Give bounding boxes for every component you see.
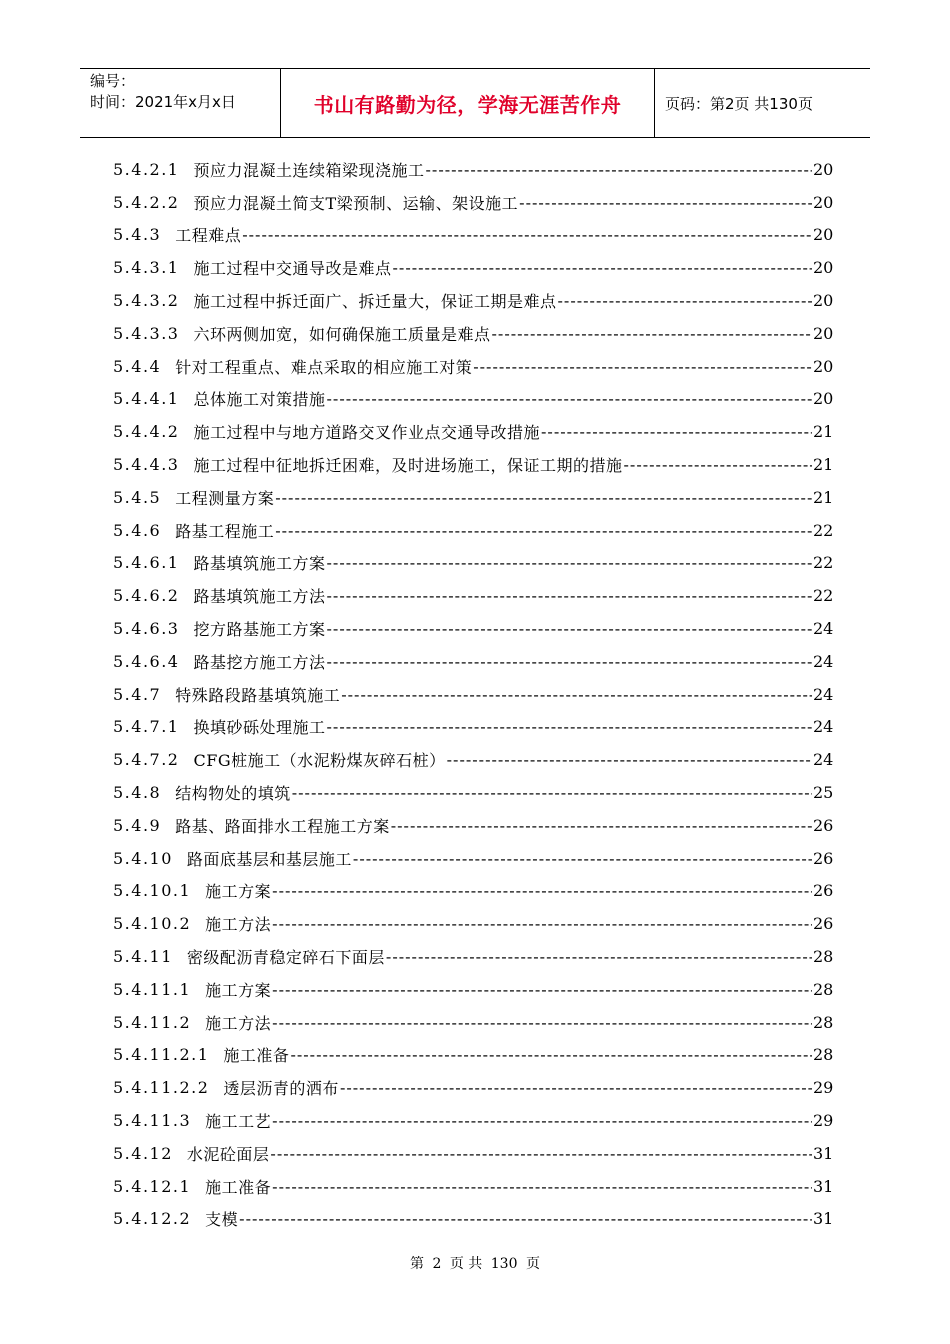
footer-current-page: 2 [432,1256,442,1272]
toc-entry-page: 20 [813,356,834,376]
page-footer [0,1253,950,1273]
toc-entry-title: 施工过程中交通导改是难点 [193,259,392,279]
toc-entry-title: 结构物处的填筑 [175,784,291,804]
toc-dot-leader [519,193,812,212]
toc-entry-number: 5.4.11.1 [113,979,192,999]
toc-entry-page: 26 [813,914,834,934]
page-header [80,68,870,138]
toc-entry-title: 支模 [205,1210,239,1230]
toc-dot-leader [272,980,812,999]
toc-entry[interactable] [113,776,833,809]
toc-dot-leader [473,357,812,376]
toc-entry-title: 密级配沥青稳定碎石下面层 [186,948,385,968]
toc-entry-page: 24 [813,619,834,639]
toc-entry-title: 施工方案 [205,980,272,1000]
toc-entry[interactable] [113,1203,833,1236]
toc-entry[interactable] [113,284,833,317]
toc-entry-number: 5.4.12.2 [113,1209,192,1229]
toc-entry[interactable] [113,711,833,744]
toc-entry[interactable] [113,842,833,875]
toc-entry[interactable] [113,645,833,678]
toc-dot-leader [492,324,813,343]
toc-entry[interactable] [113,1104,833,1137]
document-number-label: 编号： [90,72,136,90]
toc-entry-page: 28 [813,1012,834,1032]
toc-dot-leader [290,1045,812,1064]
toc-entry-number: 5.4.12.1 [113,1176,192,1196]
toc-entry-number: 5.4.7.2 [113,750,180,770]
toc-entry-number: 5.4.7 [113,684,162,704]
toc-entry[interactable] [113,579,833,612]
toc-dot-leader [239,1209,812,1228]
toc-entry[interactable] [113,547,833,580]
toc-entry-title: 预应力混凝土连续箱梁现浇施工 [193,160,425,180]
toc-entry-page: 29 [813,1078,834,1098]
toc-dot-leader [242,225,812,244]
toc-entry-title: 六环两侧加宽，如何确保施工质量是难点 [193,324,491,344]
toc-entry-number: 5.4.6.1 [113,553,180,573]
toc-entry[interactable] [113,940,833,973]
toc-entry-page: 24 [813,717,834,737]
toc-dot-leader [272,914,812,933]
toc-dot-leader [327,619,813,638]
toc-entry-title: 水泥砼面层 [186,1144,270,1164]
toc-entry[interactable] [113,415,833,448]
toc-entry[interactable] [113,809,833,842]
toc-entry-number: 5.4.11.2.1 [113,1045,210,1065]
toc-dot-leader [426,160,813,179]
header-motto: 书山有路勤为径，学海无涯苦作舟 [313,92,622,117]
toc-entry[interactable] [113,383,833,416]
toc-dot-leader [393,258,813,277]
toc-entry[interactable] [113,448,833,481]
toc-entry-title: 换填砂砾处理施工 [193,718,326,738]
toc-dot-leader [272,1013,812,1032]
toc-dot-leader [327,652,813,671]
footer-total-pages: 130 [490,1256,518,1272]
toc-entry[interactable] [113,350,833,383]
toc-entry-title: 施工过程中征地拆迁困难，及时进场施工，保证工期的措施 [193,456,623,476]
toc-entry-title: 工程测量方案 [175,488,275,508]
toc-entry-page: 20 [813,258,834,278]
toc-entry-page: 31 [813,1176,834,1196]
toc-entry-page: 20 [813,291,834,311]
toc-entry-number: 5.4.4.2 [113,422,180,442]
toc-dot-leader [391,816,812,835]
toc-entry-number: 5.4.6.4 [113,651,180,671]
toc-entry-page: 28 [813,947,834,967]
toc-entry-number: 5.4.3.3 [113,323,180,343]
toc-dot-leader [624,455,813,474]
toc-entry[interactable] [113,907,833,940]
toc-dot-leader [341,685,812,704]
toc-dot-leader [275,488,812,507]
toc-entry-page: 21 [813,455,834,475]
toc-entry-page: 20 [813,225,834,245]
header-motto-cell [281,69,655,137]
header-page-info: 页码：第2页 共130页 [665,94,813,113]
toc-entry-number: 5.4.10.2 [113,914,192,934]
toc-entry-title: 工程难点 [175,226,242,246]
toc-entry-number: 5.4.10 [113,848,173,868]
toc-dot-leader [327,553,813,572]
toc-entry-page: 21 [813,422,834,442]
toc-dot-leader [272,881,812,900]
toc-dot-leader [327,389,813,408]
toc-entry-number: 5.4.9 [113,815,162,835]
toc-entry-page: 20 [813,192,834,212]
toc-entry[interactable] [113,678,833,711]
toc-entry[interactable] [113,481,833,514]
toc-entry-number: 5.4.5 [113,487,162,507]
footer-suffix: 页 [525,1256,540,1272]
toc-dot-leader [353,849,812,868]
toc-entry[interactable] [113,875,833,908]
toc-dot-leader [327,586,813,605]
toc-entry-page: 21 [813,487,834,507]
document-time-label: 时间：2021年x月x日 [90,93,236,111]
toc-dot-leader [327,717,813,736]
toc-entry[interactable] [113,153,833,186]
toc-entry-title: 挖方路基施工方案 [193,620,326,640]
toc-dot-leader [447,750,812,769]
toc-entry-title: 总体施工对策措施 [193,390,326,410]
toc-entry-title: 施工方法 [205,1013,272,1033]
toc-entry-page: 28 [813,979,834,999]
toc-entry-title: 针对工程重点、难点采取的相应施工对策 [175,357,473,377]
toc-entry-title: CFG桩施工（水泥粉煤灰碎石桩） [193,751,446,771]
toc-dot-leader [270,1144,812,1163]
footer-prefix: 第 [410,1256,425,1272]
toc-entry[interactable] [113,1071,833,1104]
toc-entry-page: 20 [813,389,834,409]
toc-entry[interactable] [113,514,833,547]
toc-entry-title: 施工方案 [205,882,272,902]
toc-entry-title: 施工过程中拆迁面广、拆迁量大，保证工期是难点 [193,292,557,312]
toc-dot-leader [272,1111,812,1130]
toc-entry-title: 施工准备 [205,1177,272,1197]
header-page-cell [655,69,870,137]
toc-entry-number: 5.4.3 [113,225,162,245]
toc-dot-leader [292,783,812,802]
toc-entry-title: 施工准备 [223,1046,290,1066]
toc-entry-number: 5.4.11 [113,947,173,967]
toc-entry[interactable] [113,743,833,776]
toc-dot-leader [541,422,812,441]
toc-entry-number: 5.4.11.2.2 [113,1078,210,1098]
toc-entry-number: 5.4.7.1 [113,717,180,737]
toc-entry-title: 施工方法 [205,915,272,935]
toc-entry-page: 31 [813,1209,834,1229]
toc-entry-number: 5.4.8 [113,783,162,803]
toc-dot-leader [275,521,812,540]
toc-entry-page: 22 [813,586,834,606]
toc-entry[interactable] [113,1170,833,1203]
toc-entry[interactable] [113,612,833,645]
toc-entry[interactable] [113,1006,833,1039]
toc-entry-number: 5.4.6.2 [113,586,180,606]
toc-entry-number: 5.4.3.2 [113,291,180,311]
toc-entry-title: 路面底基层和基层施工 [186,849,352,869]
toc-dot-leader [272,1177,812,1196]
toc-entry[interactable] [113,1137,833,1170]
toc-entry-page: 20 [813,323,834,343]
toc-entry-number: 5.4.11.3 [113,1111,192,1130]
toc-entry-number: 5.4.4 [113,356,162,376]
toc-entry-number: 5.4.6.3 [113,619,180,639]
toc-entry-page: 25 [813,783,834,803]
toc-entry-page: 22 [813,520,834,540]
toc-entry[interactable] [113,317,833,350]
toc-entry-page: 31 [813,1143,834,1163]
toc-entry-page: 26 [813,815,834,835]
toc-entry[interactable] [113,973,833,1006]
toc-entry-page: 28 [813,1045,834,1065]
toc-entry[interactable] [113,1039,833,1072]
toc-entry-page: 22 [813,553,834,573]
toc-entry-page: 29 [813,1111,834,1130]
table-of-contents [113,153,833,1235]
toc-entry-page: 26 [813,848,834,868]
toc-entry-title: 路基挖方施工方法 [193,652,326,672]
toc-dot-leader [558,291,813,310]
toc-entry-title: 路基、路面排水工程施工方案 [175,816,390,836]
toc-entry-number: 5.4.3.1 [113,258,180,278]
footer-middle: 页 共 [449,1256,483,1272]
toc-entry-title: 特殊路段路基填筑施工 [175,685,341,705]
toc-entry[interactable] [113,186,833,219]
toc-entry-page: 26 [813,881,834,901]
toc-entry-number: 5.4.4.1 [113,389,180,409]
toc-entry-title: 路基填筑施工方案 [193,554,326,574]
toc-dot-leader [340,1078,812,1097]
toc-entry-title: 路基工程施工 [175,521,275,541]
toc-entry-page: 24 [813,750,834,770]
toc-entry-page: 24 [813,651,834,671]
toc-entry-title: 施工过程中与地方道路交叉作业点交通导改措施 [193,423,540,443]
toc-entry-number: 5.4.4.3 [113,455,180,475]
toc-entry-number: 5.4.6 [113,520,162,540]
toc-entry[interactable] [113,251,833,284]
toc-entry[interactable] [113,219,833,252]
toc-entry-number: 5.4.2.2 [113,192,180,212]
toc-entry-page: 20 [813,159,834,179]
toc-entry-title: 透层沥青的洒布 [223,1079,339,1099]
toc-entry-number: 5.4.12 [113,1143,173,1163]
toc-entry-number: 5.4.10.1 [113,881,192,901]
toc-entry-number: 5.4.2.1 [113,159,180,179]
toc-entry-title: 预应力混凝土简支T梁预制、运输、架设施工 [193,193,519,213]
toc-entry-title: 施工工艺 [205,1112,272,1131]
toc-dot-leader [386,947,812,966]
toc-entry-number: 5.4.11.2 [113,1012,192,1032]
toc-entry-page: 24 [813,684,834,704]
header-meta-cell [80,69,281,137]
toc-entry-title: 路基填筑施工方法 [193,587,326,607]
